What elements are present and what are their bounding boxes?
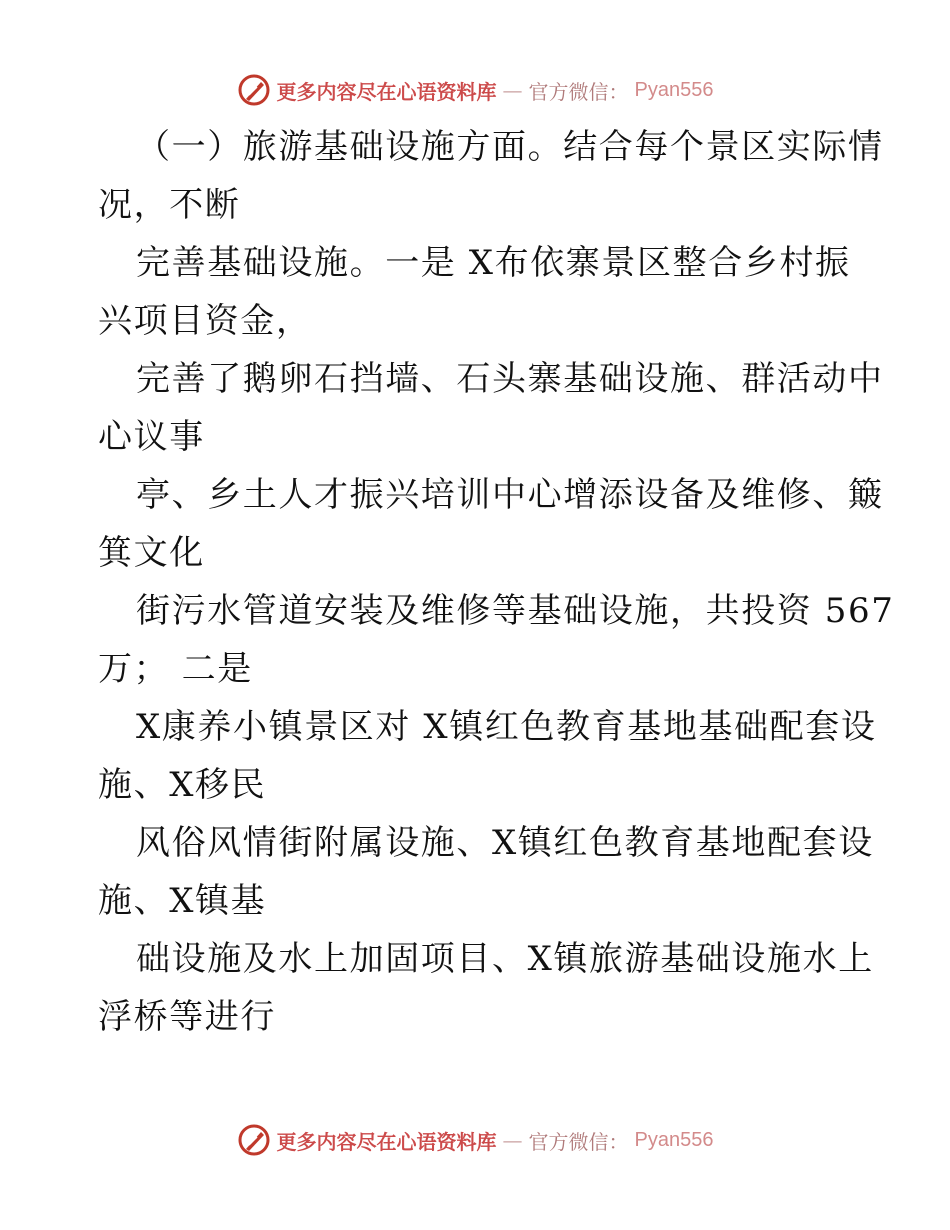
text-line: 箕文化 [98, 533, 205, 573]
banner-wechat-label: 官方微信： [528, 79, 629, 104]
footer-watermark-banner [0, 1120, 950, 1160]
text-line: （一）旅游基础设施方面。结合每个景区实际情 [136, 127, 884, 167]
text-line: 施、X移民 [98, 765, 267, 805]
banner-site-text: 更多内容尽在心语资料库 [276, 79, 497, 104]
banner-wechat-id: Pyan556 [634, 1128, 714, 1151]
text-line: 心议事 [98, 417, 205, 457]
banner-wechat-id: Pyan556 [634, 78, 714, 101]
banner-wechat-label: 官方微信： [528, 1129, 629, 1154]
banner-separator: — [502, 1128, 523, 1152]
quill-pen-logo-icon [237, 73, 271, 107]
banner-site-text: 更多内容尽在心语资料库 [276, 1129, 497, 1154]
text-line: X康养小镇景区对 X镇红色教育基地基础配套设 [136, 707, 877, 747]
text-line: 施、X镇基 [98, 881, 267, 921]
quill-pen-logo-icon [237, 1123, 271, 1157]
text-line: 亭、乡土人才振兴培训中心增添设备及维修、簸 [136, 475, 884, 515]
text-line: 况，不断 [98, 185, 241, 225]
text-line: 完善基础设施。一是 X布依寨景区整合乡村振 [136, 243, 851, 283]
text-line: 完善了鹅卵石挡墙、石头寨基础设施、群活动中 [136, 359, 884, 399]
text-line: 万； 二是 [98, 649, 253, 689]
text-line: 浮桥等进行 [98, 997, 276, 1037]
text-line: 街污水管道安装及维修等基础设施，共投资 567 [136, 591, 895, 631]
document-body [98, 118, 895, 1046]
header-watermark-banner [0, 70, 950, 110]
text-line: 风俗风情街附属设施、X镇红色教育基地配套设 [136, 823, 874, 863]
text-line: 兴项目资金， [98, 301, 312, 341]
text-line: 础设施及水上加固项目、X镇旅游基础设施水上 [136, 939, 874, 979]
banner-separator: — [502, 78, 523, 102]
